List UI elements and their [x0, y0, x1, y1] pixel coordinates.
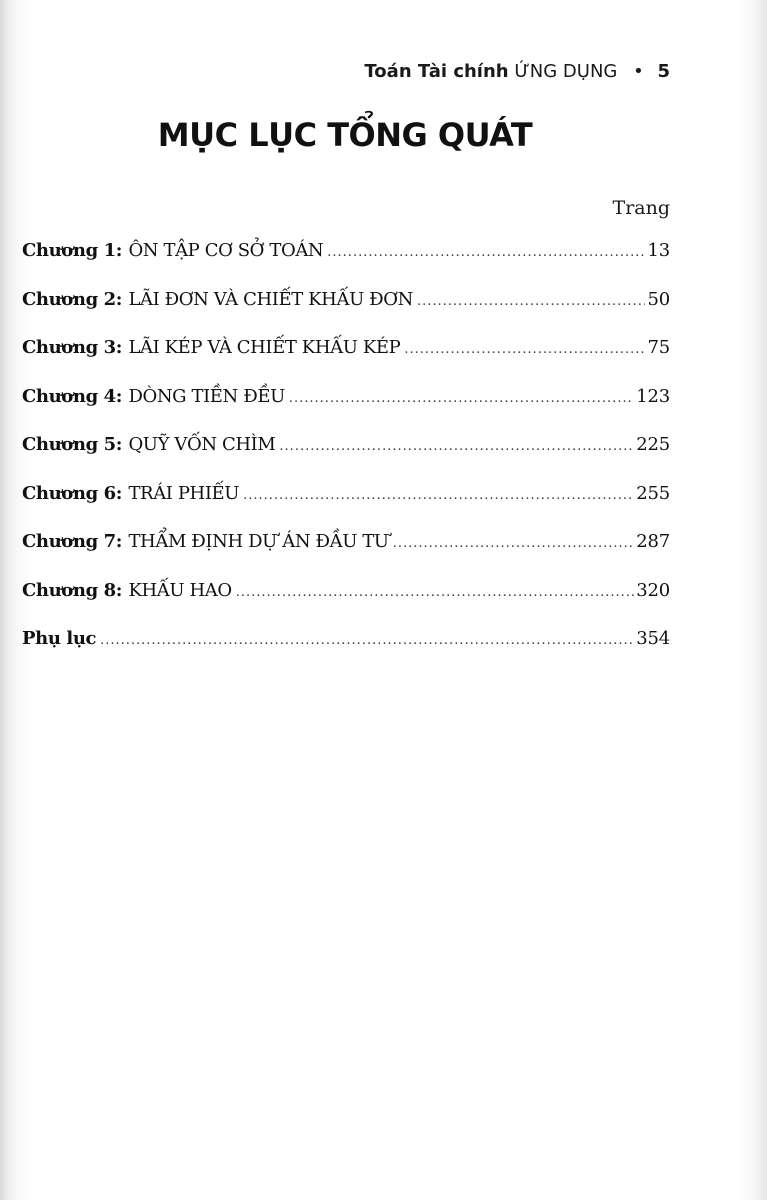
toc-entry-chapter-5	[22, 434, 670, 483]
toc-dot-leader	[100, 633, 634, 648]
toc-entry-page: 255	[636, 482, 670, 504]
toc-entry-title: LÃI KÉP VÀ CHIẾT KHẤU KÉP	[128, 337, 401, 358]
toc-dot-leader	[417, 294, 645, 309]
toc-entry-colon: :	[115, 288, 123, 310]
toc-entry-title: QUỸ VỐN CHÌM	[128, 434, 276, 455]
toc-entry-title: DÒNG TIỀN ĐỀU	[128, 385, 285, 407]
table-of-contents	[22, 240, 670, 677]
toc-entry-page: 13	[647, 240, 670, 261]
toc-entry-page: 354	[636, 628, 670, 649]
toc-entry-colon: :	[115, 337, 123, 358]
toc-entry-page: 287	[636, 531, 670, 552]
toc-entry-page: 75	[647, 337, 670, 358]
toc-entry-chapter-2	[22, 289, 670, 338]
toc-entry-title: THẨM ĐỊNH DỰ ÁN ĐẦU TƯ	[128, 531, 389, 552]
toc-entry-chapter-8	[22, 580, 670, 629]
toc-entry-label: Phụ lục	[22, 628, 97, 649]
toc-dot-leader	[393, 536, 635, 551]
toc-entry-label: Chương 6	[22, 482, 116, 504]
toc-entry-title: TRÁI PHIẾU	[128, 482, 240, 504]
toc-entry-page: 225	[636, 434, 670, 455]
toc-entry-colon: :	[115, 531, 123, 552]
toc-entry-title: KHẤU HAO	[128, 579, 232, 601]
toc-entry-page: 50	[647, 288, 670, 310]
toc-entry-chapter-1	[22, 240, 670, 289]
book-title-regular: ỨNG DỤNG	[514, 61, 618, 82]
toc-entry-colon: :	[115, 482, 123, 504]
toc-entry-page: 320	[636, 579, 670, 601]
toc-entry-colon: :	[115, 240, 123, 261]
book-title-bold: Toán Tài chính	[364, 61, 509, 82]
toc-entry-chapter-7	[22, 531, 670, 580]
toc-entry-label: Chương 4	[22, 385, 116, 407]
toc-dot-leader	[279, 439, 634, 454]
page-number: 5	[657, 61, 670, 82]
toc-entry-title: ÔN TẬP CƠ SỞ TOÁN	[128, 240, 324, 261]
header-separator: •	[633, 61, 644, 82]
toc-entry-chapter-6	[22, 483, 670, 532]
toc-entry-chapter-4	[22, 386, 670, 435]
toc-entry-label: Chương 2	[22, 288, 116, 310]
toc-entry-label: Chương 3	[22, 337, 116, 358]
toc-entry-chapter-3	[22, 337, 670, 386]
toc-entry-label: Chương 1	[22, 240, 116, 261]
toc-entry-page: 123	[636, 385, 670, 407]
toc-dot-leader	[236, 585, 635, 600]
toc-dot-leader	[243, 488, 634, 503]
toc-entry-label: Chương 8	[22, 579, 116, 601]
toc-dot-leader	[404, 342, 645, 357]
page-column-label: Trang	[612, 197, 670, 219]
toc-dot-leader	[327, 245, 645, 260]
toc-entry-label: Chương 5	[22, 434, 116, 455]
toc-dot-leader	[289, 391, 634, 406]
toc-entry-colon: :	[115, 434, 123, 455]
page-title: MỤC LỤC TỔNG QUÁT	[157, 116, 533, 154]
running-header	[364, 61, 670, 82]
toc-entry-title: LÃI ĐƠN VÀ CHIẾT KHẤU ĐƠN	[128, 288, 413, 310]
toc-entry-colon: :	[115, 579, 123, 601]
toc-entry-appendix	[22, 628, 670, 677]
toc-entry-label: Chương 7	[22, 531, 116, 552]
toc-entry-colon: :	[115, 385, 123, 407]
